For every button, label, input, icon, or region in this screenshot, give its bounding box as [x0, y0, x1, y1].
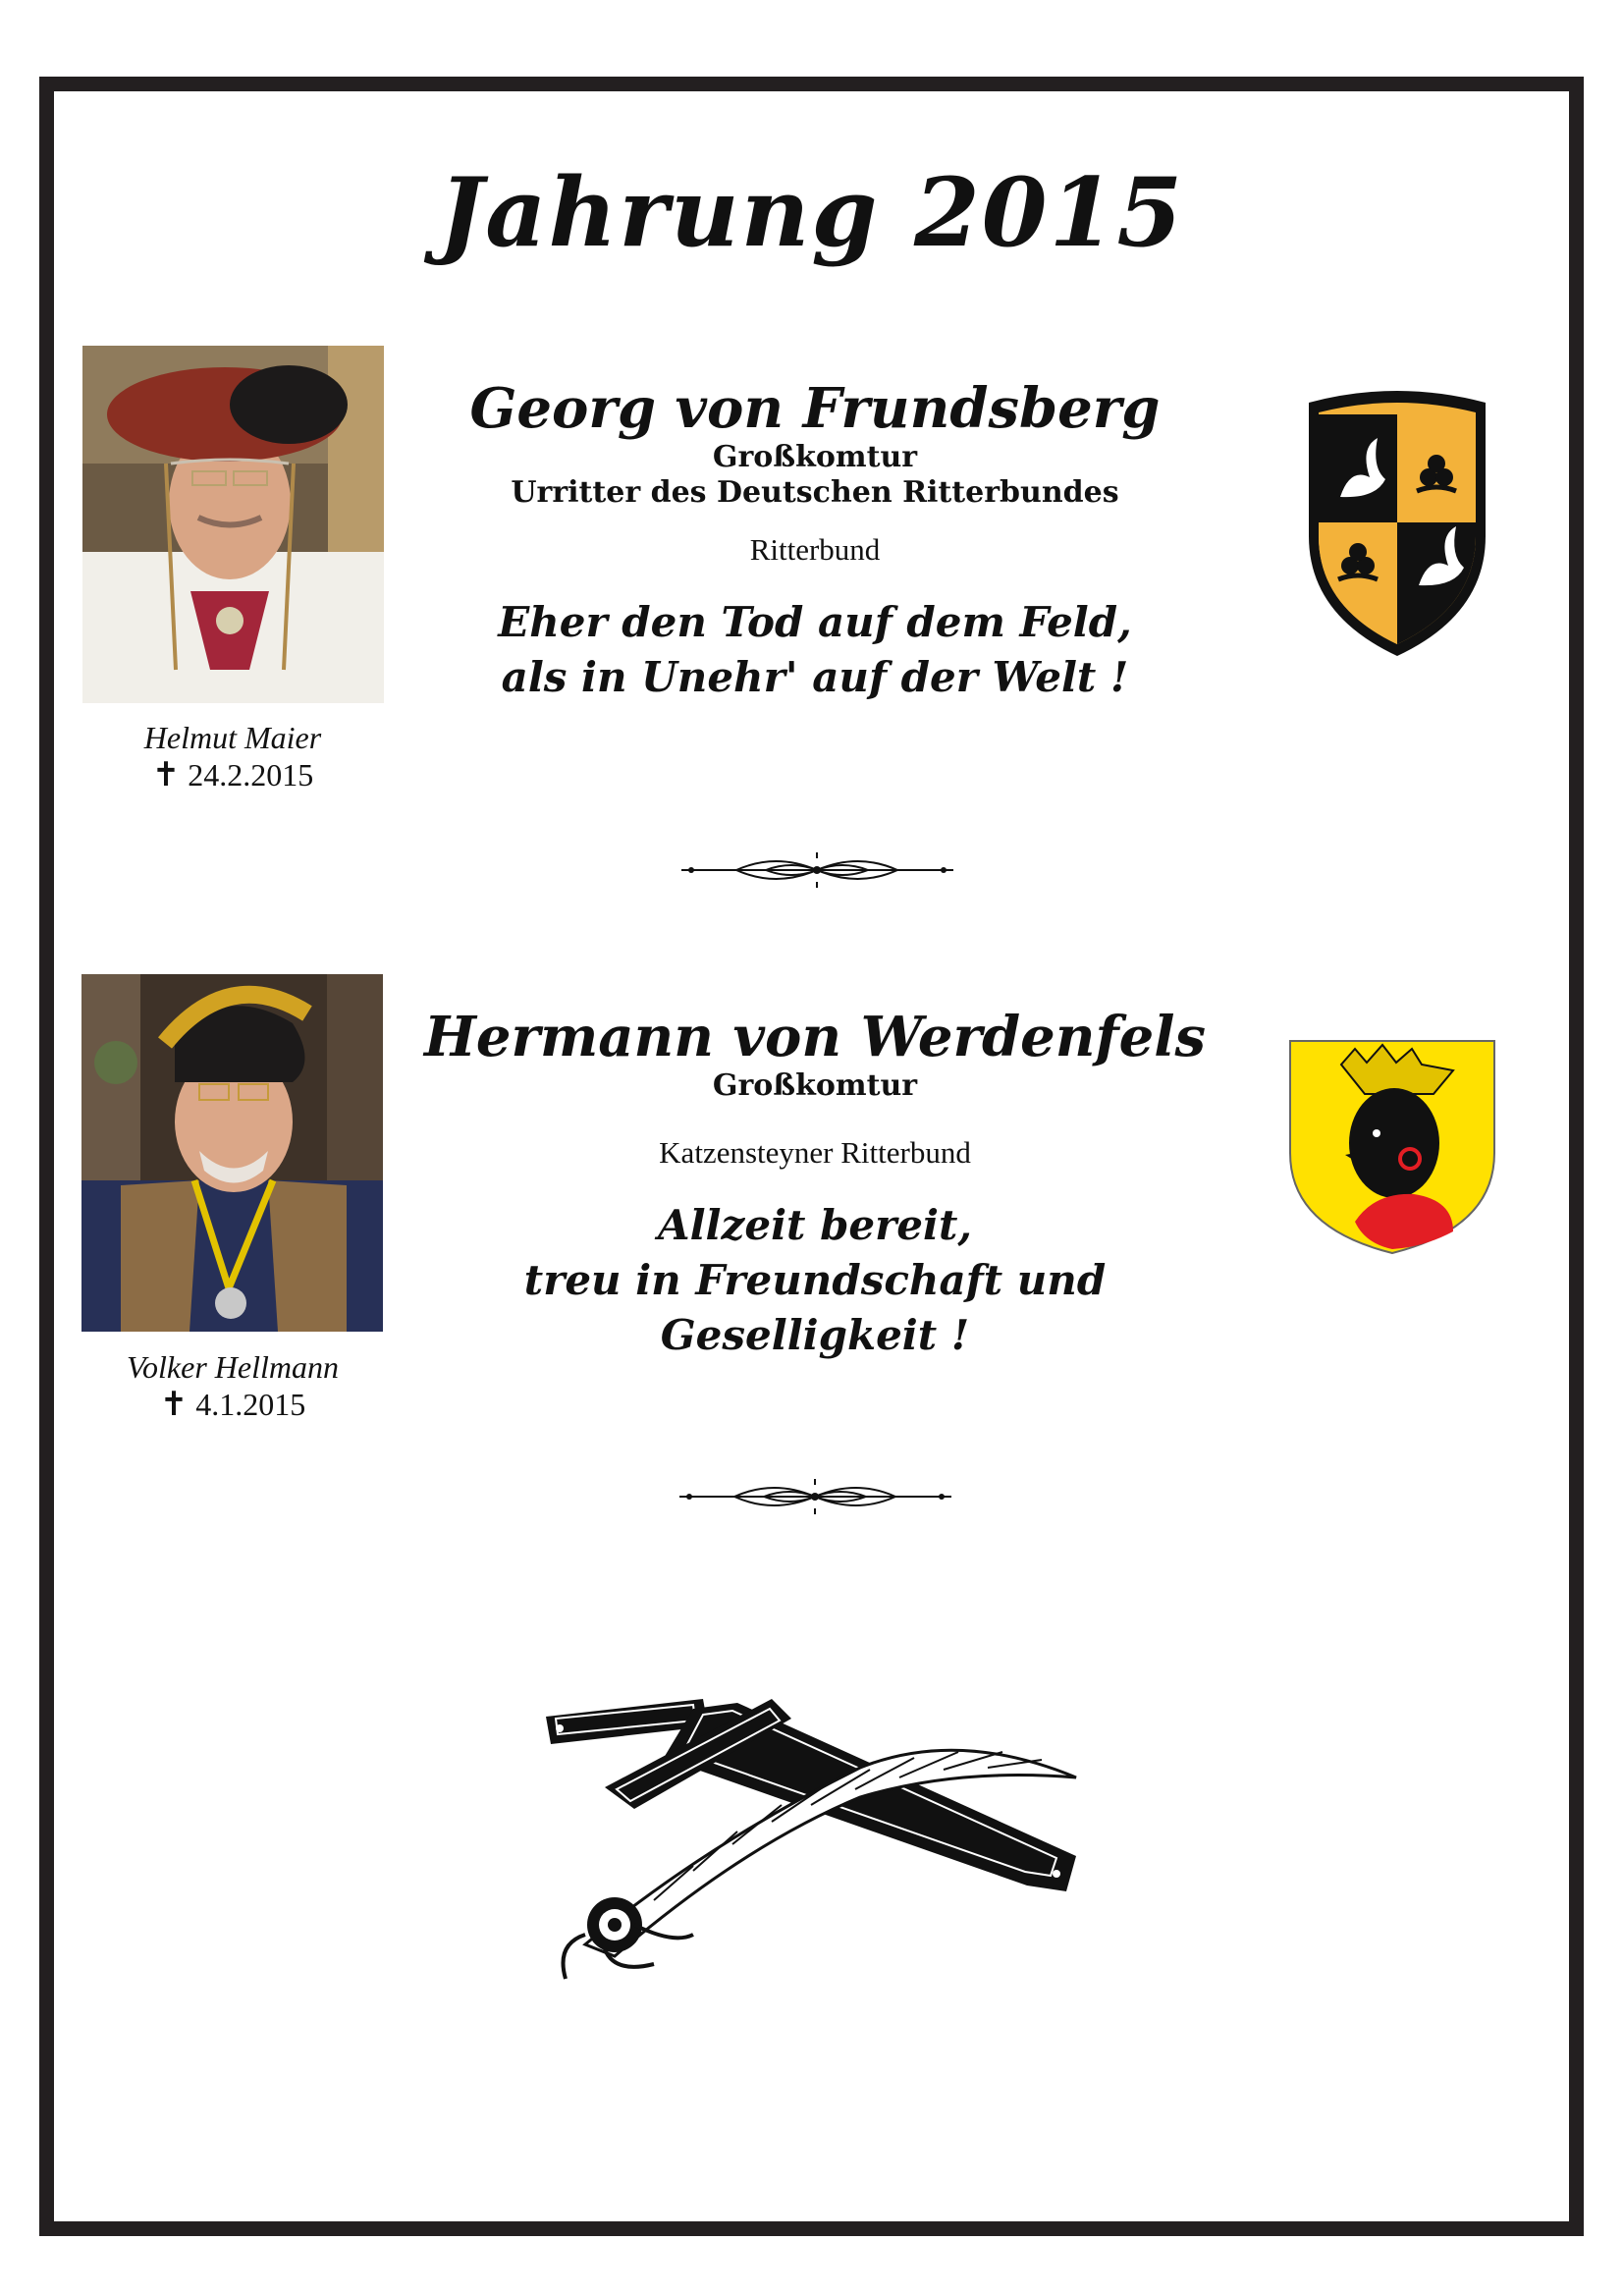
page-title: Jahrung 2015 — [438, 157, 1185, 268]
portrait-photo-volker-hellmann — [81, 974, 383, 1332]
motto-line: als in Unehr' auf der Welt ! — [501, 653, 1129, 701]
deceased-caption — [76, 1348, 390, 1424]
portrait-photo-helmut-maier — [82, 346, 384, 703]
deceased-name: Volker Hellmann — [127, 1349, 339, 1385]
entry-heading — [412, 377, 1217, 705]
order-name: Ritterbund — [749, 532, 881, 567]
death-cross-icon: ✝ — [151, 757, 181, 793]
motto — [412, 1198, 1217, 1363]
deceased-caption — [76, 719, 390, 794]
death-date: 4.1.2015 — [195, 1387, 306, 1422]
ornament-divider — [676, 1477, 955, 1520]
coat-of-arms-icon — [1286, 1035, 1498, 1261]
motto-line: Eher den Tod auf dem Feld, — [498, 598, 1132, 646]
motto-line: Allzeit bereit, — [658, 1201, 972, 1249]
cross-and-palm-frond-icon — [546, 1699, 1096, 1988]
death-date: 24.2.2015 — [188, 757, 314, 793]
entry-heading — [412, 1006, 1217, 1363]
knight-subtitle: Urritter des Deutschen Ritterbundes — [511, 475, 1119, 510]
motto-line: treu in Freundschaft und Geselligkeit ! — [523, 1256, 1107, 1359]
knight-name: Hermann von Werdenfels — [423, 1005, 1207, 1069]
motto — [412, 595, 1217, 705]
knight-rank: Großkomtur — [712, 1068, 918, 1103]
deceased-name: Helmut Maier — [143, 720, 322, 755]
order-name: Katzensteyner Ritterbund — [659, 1135, 971, 1170]
death-cross-icon: ✝ — [159, 1387, 189, 1423]
coat-of-arms-icon — [1301, 389, 1493, 664]
ornament-divider — [677, 850, 957, 894]
knight-rank: Großkomtur — [712, 440, 918, 474]
knight-name: Georg von Frundsberg — [469, 376, 1161, 441]
